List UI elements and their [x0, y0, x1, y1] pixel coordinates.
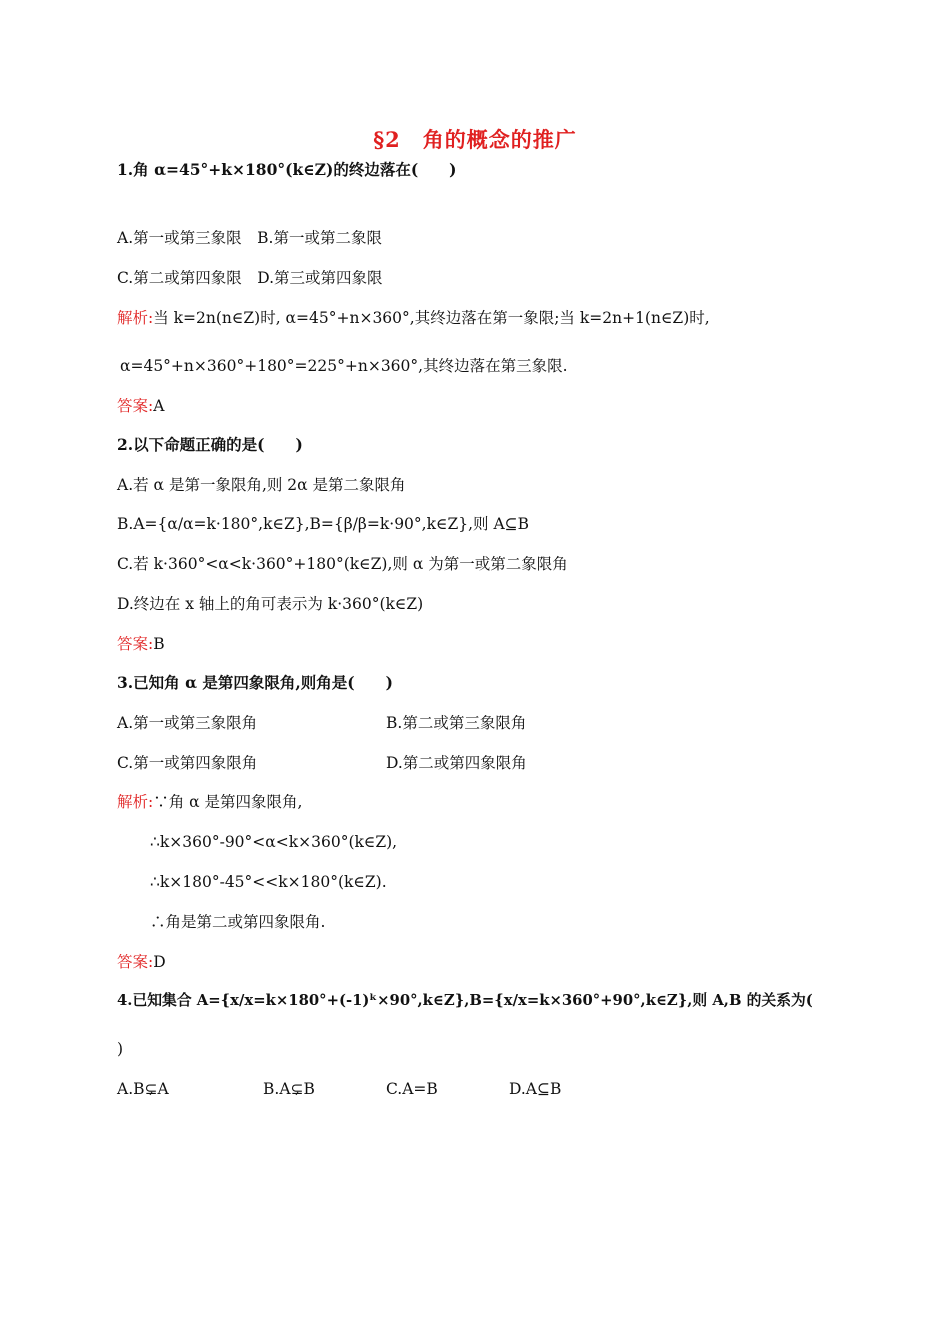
q3-option-a: A.第一或第三象限角: [117, 714, 258, 732]
q3-option-c: C.第一或第四象限角: [117, 754, 258, 772]
q1-answer-value: A: [153, 397, 165, 415]
q4-stem: 4.已知集合 A={x/x=k×180°+(-1)ᵏ×90°,k∈Z},B={x/x=k×360°+90°,k∈Z},则 A,B 的关系为(: [117, 992, 813, 1009]
q2-stem: 2.以下命题正确的是( ): [117, 435, 303, 454]
analysis-label: 解析:: [117, 793, 154, 811]
q1-analysis-line-1: [117, 308, 710, 328]
q1-analysis-line-2: α=45°+n×360°+180°=225°+n×360°,其终边落在第三象限.: [120, 357, 568, 375]
q1-options-ab: A.第一或第三象限 B.第一或第二象限: [117, 229, 382, 247]
q1-analysis-text-1: 当 k=2n(n∈Z)时, α=45°+n×360°,其终边落在第一象限;当 k=2n+1(n∈Z)时,: [153, 309, 710, 327]
q3-analysis-line-4: ∴角是第二或第四象限角.: [150, 913, 326, 931]
answer-label: 答案:: [117, 635, 154, 653]
q3-analysis-line-2: ∴k×360°-90°<α<k×360°(k∈Z),: [150, 833, 398, 851]
q3-answer-value: D: [153, 953, 166, 971]
q1-answer: [117, 396, 164, 416]
section-title: §2 角的概念的推广: [373, 127, 577, 152]
q4-option-a: A.B⊊A: [117, 1080, 169, 1098]
q3-option-d: D.第二或第四象限角: [386, 754, 527, 772]
q4-option-c: C.A=B: [386, 1080, 438, 1098]
q1-stem: 1.角 α=45°+k×180°(k∈Z)的终边落在( ): [117, 160, 457, 179]
q4-stem-continued: ): [117, 1040, 124, 1058]
q2-option-a: A.若 α 是第一象限角,则 2α 是第二象限角: [117, 476, 406, 494]
q3-stem: 3.已知角 α 是第四象限角,则角是( ): [117, 673, 393, 692]
q2-answer-value: B: [153, 635, 165, 653]
q3-analysis-line-3: ∴k×180°-45°<<k×180°(k∈Z).: [150, 873, 387, 891]
q3-analysis-line-1: [117, 792, 302, 812]
q1-options-cd: C.第二或第四象限 D.第三或第四象限: [117, 269, 383, 287]
q3-answer: [117, 952, 166, 972]
q2-answer: [117, 634, 165, 654]
q2-option-c: C.若 k·360°<α<k·360°+180°(k∈Z),则 α 为第一或第二象限角: [117, 555, 568, 573]
q4-option-b: B.A⊊B: [263, 1080, 315, 1098]
q3-option-b: B.第二或第三象限角: [386, 714, 527, 732]
q2-option-b: B.A={α/α=k·180°,k∈Z},B={β/β=k·90°,k∈Z},则 A⊆B: [117, 515, 530, 533]
answer-label: 答案:: [117, 953, 154, 971]
q2-option-d: D.终边在 x 轴上的角可表示为 k·360°(k∈Z): [117, 595, 424, 613]
q3-analysis-text-1: ∵角 α 是第四象限角,: [153, 793, 303, 811]
analysis-label: 解析:: [117, 309, 154, 327]
q4-option-d: D.A⊆B: [509, 1080, 562, 1098]
answer-label: 答案:: [117, 397, 154, 415]
